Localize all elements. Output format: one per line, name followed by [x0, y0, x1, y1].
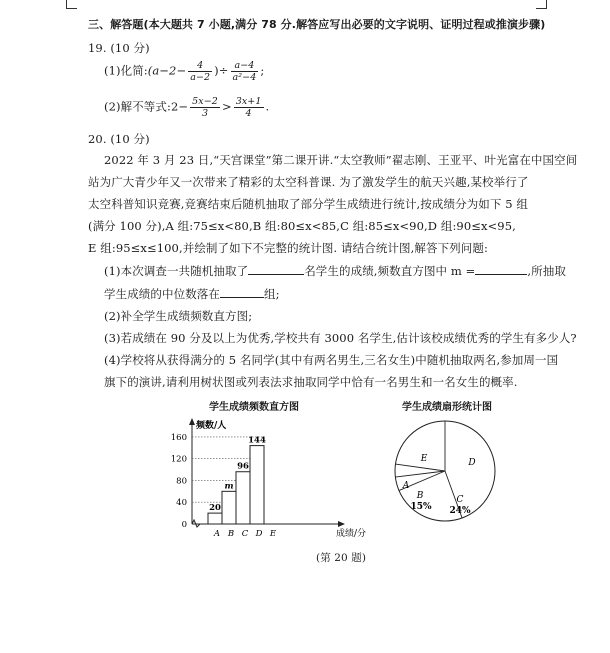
- figure-caption: (第 20 题): [316, 552, 367, 564]
- pie-slice-label: C: [456, 495, 464, 505]
- y-axis-arrow: [189, 418, 195, 425]
- frac-denominator: 3: [201, 108, 209, 119]
- q20-sub4-line2: 旗下的演讲,请利用树状图或列表法求抽取同学中恰有一名男生和一名女生的概率.: [104, 375, 518, 389]
- x-tick-label: A: [213, 529, 221, 539]
- q19-number: 19. (10 分): [88, 41, 150, 55]
- x-axis-label: 成绩/分: [336, 529, 367, 539]
- q19-part2-frac1: [190, 96, 220, 119]
- pie-title: 学生成绩扇形统计图: [402, 402, 492, 413]
- sub1-text-c: ,所抽取: [527, 264, 566, 278]
- q19-part2-op: >: [221, 99, 232, 114]
- frac-denominator: a²−4: [232, 72, 257, 83]
- q20-line-2: 站为广大青少年又一次带来了精彩的太空科普课. 为了激发学生的航天兴趣,某校举行了: [88, 175, 529, 189]
- histogram-title: 学生成绩频数直方图: [209, 402, 299, 413]
- frac-denominator: a−2: [190, 72, 211, 83]
- frac-numerator: 4: [188, 60, 212, 72]
- q20-sub1-line2: [104, 286, 280, 302]
- q20-sub4-line1: (4)学校将从获得满分的 5 名同学(其中有两名男生,三名女生)中随机抽取两名,参加周一国: [104, 353, 559, 367]
- pie-slice-label: A: [402, 481, 410, 491]
- y-tick-label: 160: [170, 432, 187, 443]
- x-tick-label: B: [227, 529, 235, 539]
- y-axis-label: 频数/人: [196, 421, 227, 431]
- q20-sub3: (3)若成绩在 90 分及以上为优秀,学校共有 3000 名学生,估计该校成绩优秀的学生有多少人?: [104, 331, 577, 345]
- q20-number: 20. (10 分): [88, 132, 150, 146]
- frac-numerator: a−4: [231, 60, 259, 72]
- section-title: 三、解答题(本大题共 7 小题,满分 78 分.解答应写出必要的文字说明、证明过程或推演步骤): [88, 18, 546, 31]
- pie-slice-percent: 24%: [449, 506, 471, 516]
- q19-part1-frac1: [188, 60, 212, 83]
- x-tick-label: D: [255, 529, 263, 539]
- q20-sub1-line1: [104, 263, 566, 279]
- bar-data-label: 96: [237, 461, 249, 472]
- histogram-bar: [250, 446, 264, 524]
- q20-sub2: (2)补全学生成绩频数直方图;: [104, 309, 253, 323]
- pie-slice-label: D: [468, 458, 476, 468]
- answer-blank-median: [220, 296, 264, 298]
- histogram-bar: [222, 491, 236, 524]
- bar-data-label: 20: [209, 503, 221, 514]
- x-tick-label: E: [269, 529, 277, 539]
- q19-part2-end: .: [265, 99, 270, 114]
- sub1-text-a: (1)本次调查一共随机抽取了: [104, 264, 249, 278]
- frac-denominator: 4: [245, 108, 252, 119]
- histogram-chart: [160, 412, 400, 542]
- y-tick-label: 0: [181, 520, 187, 530]
- x-axis-arrow: [338, 521, 345, 527]
- q20-line-3: 太空科普知识竞赛,竞赛结束后随机抽取了部分学生成绩进行统计,按成绩分为如下 5 组: [88, 197, 529, 211]
- q20-line-5: E 组:95≤x≤100,并绘制了如下不完整的统计图. 请结合统计图,解答下列问题:: [88, 241, 488, 255]
- pie-chart: [392, 418, 512, 528]
- q19-part1-label: (1)化简:: [104, 63, 148, 78]
- q19-part1-pre: (a−2−: [147, 63, 187, 78]
- bar-data-label: m: [224, 481, 234, 492]
- answer-blank-total: [248, 273, 304, 275]
- pie-slice-label: E: [420, 454, 428, 464]
- q19-part2-label: (2)解不等式:2−: [104, 99, 189, 114]
- sub1-text-b: 名学生的成绩,频数直方图中 m =: [304, 264, 476, 278]
- q19-part1-frac2: [231, 60, 259, 83]
- bar-data-label: 144: [248, 435, 266, 446]
- y-tick-label: 120: [170, 454, 187, 465]
- pie-slice-percent: 15%: [410, 502, 432, 512]
- sub1-text-e: 组;: [264, 287, 280, 301]
- crop-mark-left: [66, 0, 77, 9]
- answer-blank-m: [475, 273, 527, 275]
- q19-part1-end: ;: [260, 63, 265, 78]
- histogram-bar: [208, 513, 222, 524]
- histogram-bar: [236, 472, 250, 524]
- q19-part1-mid: )÷: [214, 63, 229, 78]
- q19-part1: [104, 60, 264, 83]
- q19-part2-frac2: [234, 96, 264, 119]
- y-tick-label: 40: [176, 498, 187, 509]
- frac-numerator: 5x−2: [192, 96, 218, 107]
- q19-part2: [104, 96, 269, 119]
- x-tick-label: C: [241, 529, 249, 539]
- y-tick-label: 80: [176, 476, 187, 487]
- frac-numerator: 3x+1: [235, 96, 262, 107]
- sub1-text-d: 学生成绩的中位数落在: [104, 287, 220, 301]
- q20-line-4: (满分 100 分),A 组:75≤x<80,B 组:80≤x<85,C 组:85≤x<90,D 组:90≤x<95,: [88, 219, 516, 233]
- pie-slice-label: B: [416, 491, 424, 501]
- crop-mark-right: [536, 0, 547, 9]
- q20-line-1: 2022 年 3 月 23 日,“天宫课堂”第二课开讲.“太空教师”翟志刚、王亚平、叶光富在中国空间: [104, 153, 578, 167]
